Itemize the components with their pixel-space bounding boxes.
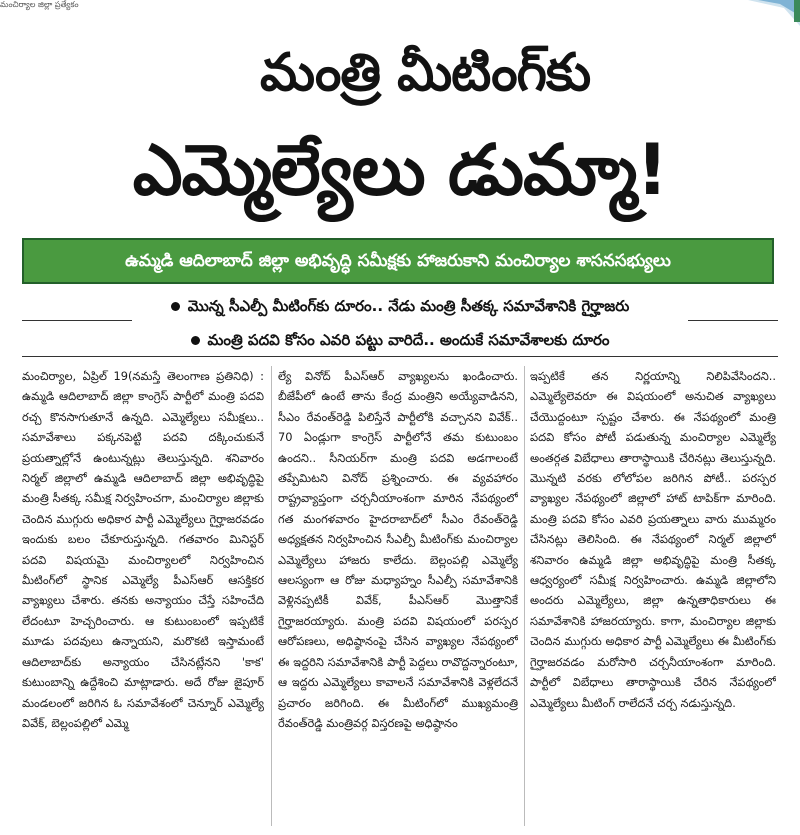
article-column-3: ఇప్పటికే తన నిర్ణయాన్ని నిలిపివేసిందని.. ఎమ్మెల్యేలెవరూ ఈ విషయంలో అనుచిత వ్యాఖ్యలు చేయొద్దంటూ స్పష్టం చేశారు. ఈ నేపథ్యంలో మంత్రి పదవి కోసం పోటీ పడుతున్న మంచిర్యాల ఎమ్మెల్యే అంతర్గత విబేధాలు తారాస్థాయికి చేరినట్లు తెలుస్తున్నది. మొన్నటి వరకు లోలోపల జరిగిన పోటీ.. పరస్పర వ్యాఖ్యల నేపథ్యంలో జిల్లాలో హాట్ టాపిక్‌గా మారింది. మంత్రి పదవి కోసం ఎవరి ప్రయత్నాలు వారు ముమ్మరం చేసినట్లు తెలిసింది. ఈ నేపథ్యంలో నిర్మల్ జిల్లాలో శనివారం ఉమ్మడి జిల్లా అభివృద్ధిపై మంత్రి సీతక్క ఆధ్వర్యంలో సమీక్ష నిర్వహించారు. ఉమ్మడి జిల్లాలోని అందరు ఎమ్మెల్యేలు, జిల్లా ఉన్నతాధికారులు ఈ సమావేశానికి హాజరయ్యారు. కాగా, మంచిర్యాల జిల్లాకు చెందిన ముగ్గురు అధికార పార్టీ ఎమ్మెల్యేలు ఈ మీటింగ్‌కు గైర్హాజరవడం మరోసారి చర్చనీయాంశంగా మారింది. పార్టీలో విబేధాలు తారాస్థాయికి చేరిన నేపథ్యంలో ఎమ్మెల్యేలు మీటింగ్ రాలేదనే చర్చ నడుస్తున్నది. xyxy=(530,369,776,710)
divider-full xyxy=(22,356,778,357)
headline-line-2: ఎమ్మెల్యేలు డుమ్మా! xyxy=(132,129,668,211)
article-column-2: ల్యే వినోద్ పీఎస్ఆర్ వ్యాఖ్యలను ఖండించారు. బీజేపీలో ఉంటే తాను కేంద్ర మంత్రిని అయ్యేవాడినని, సీఎం రేవంత్‌రెడ్డి పిలిస్తేనే పార్టీలోకి వచ్చానని వివేక్.. 70 ఏండ్లుగా కాంగ్రెస్ పార్టీలోనే తమ కుటుంబం ఉందని.. సీనియర్‌గా మంత్రి పదవి అడగాలంటే తప్పేమిటని వినోద్ ప్రశ్నించారు. ఈ వ్యవహారం రాష్ట్రవ్యాప్తంగా చర్చనీయాంశంగా మారిన నేపథ్యంలో గత మంగళవారం హైదరాబాద్‌లో సీఎం రేవంత్‌రెడ్డి అధ్యక్షతన నిర్వహించిన సీఎల్పీ మీటింగ్‌కు మంచిర్యాల ఎమ్మెల్యేలు హాజరు కాలేదు. బెల్లంపల్లి ఎమ్మెల్యే ఆలస్యంగా ఆ రోజు మధ్యాహ్నం సీఎల్పీ సమావేశానికి వెళ్లినప్పటికీ వివేక్, పీఎస్ఆర్ మొత్తానికే గైర్హాజరయ్యారు. మంత్రి పదవి విషయంలో పరస్పర ఆరోపణలు, అధిష్ఠానంపై చేసిన వ్యాఖ్యల నేపథ్యంలో ఈ ఇద్దరిని సమావేశానికి పార్టీ పెద్దలు రావొద్దన్నారంటూ, ఆ ఇద్దరు ఎమ్మెల్యేలు కావాలనే సమావేశానికి వెళ్లలేదనే ప్రచారం జరిగింది. ఈ మీటింగ్‌లో ముఖ్యమంత్రి రేవంత్‌రెడ్డి మంత్రివర్గ విస్తరణపై అధిష్ఠానం xyxy=(278,369,518,730)
headline-line-1: మంత్రి మీటింగ్‌కు xyxy=(259,43,591,103)
subheadline-banner: ఉమ్మడి ఆదిలాబాద్ జిల్లా అభివృద్ధి సమీక్షకు హాజరుకాని మంచిర్యాల శాసనసభ్యులు xyxy=(22,238,774,284)
bullet-dot-icon xyxy=(191,336,200,345)
divider-right xyxy=(688,320,778,321)
bullet-dot-icon xyxy=(171,302,180,311)
column-separator xyxy=(271,366,272,826)
highlight-bullet-text: మంత్రి పదవి కోసం ఎవరి పట్టు వారిదే.. అందుకే సమావేశాలకు దూరం xyxy=(207,331,610,349)
highlight-bullet-text: మొన్న సీఎల్పీ మీటింగ్‌కు దూరం.. నేడు మంత్రి సీతక్క సమావేశానికి గైర్హాజరు xyxy=(187,297,630,315)
highlight-bullet-2 xyxy=(0,326,800,354)
section-header-label: మంచిర్యాల జిల్లా ప్రత్యేకం xyxy=(0,0,79,9)
column-separator xyxy=(524,366,525,826)
divider-left xyxy=(22,320,132,321)
highlight-bullet-1 xyxy=(0,292,800,320)
article-column-1: మంచిర్యాల, ఏప్రిల్ 19(నమస్తే తెలంగాణ ప్రతినిధి) : ఉమ్మడి ఆదిలాబాద్ జిల్లా కాంగ్రెస్ పార్టీలో మంత్రి పదవి రచ్చ కొనసాగుతూనే ఉన్నది. ఎమ్మెల్యేలు సమీక్షలు.. సమావేశాలు పక్కనపెట్టి పదవి దక్కించుకునే ప్రయత్నాల్లోనే ఉంటున్నట్లు తెలుస్తున్నది. శనివారం నిర్మల్ జిల్లాలో ఉమ్మడి ఆదిలాబాద్ జిల్లా అభివృద్ధిపై మంత్రి సీతక్క సమీక్ష నిర్వహించగా, మంచిర్యాల జిల్లాకు చెందిన ముగ్గురు అధికార పార్టీ ఎమ్మెల్యేలు గైర్హాజరవడం ఇందుకు బలం చేకూరుస్తున్నది. గతవారం మినిస్టర్ పదవి విషయమై మంచిర్యాలలో నిర్వహించిన మీటింగ్‌లో స్థానిక ఎమ్మెల్యే పీఎస్ఆర్ ఆసక్తికర వ్యాఖ్యలు చేశారు. తనకు అన్యాయం చేస్తే సహించేది లేదంటూ హెచ్చరించారు. ఆ కుటుంబంలో ఇప్పటికే మూడు పదవులు ఉన్నాయని, మరొకటి ఇస్తామంటే ఆదిలాబాద్‌కు అన్యాయం చేసినట్లేనని 'కాక' కుటుంబాన్ని ఉద్దేశించి మాట్లాడారు. అదే రోజు జైపూర్ మండలంలో జరిగిన ఓ సమావేశంలో చెన్నూర్ ఎమ్మెల్యే వివేక్, బెల్లంపల్లిలో ఎమ్మె xyxy=(22,369,264,730)
